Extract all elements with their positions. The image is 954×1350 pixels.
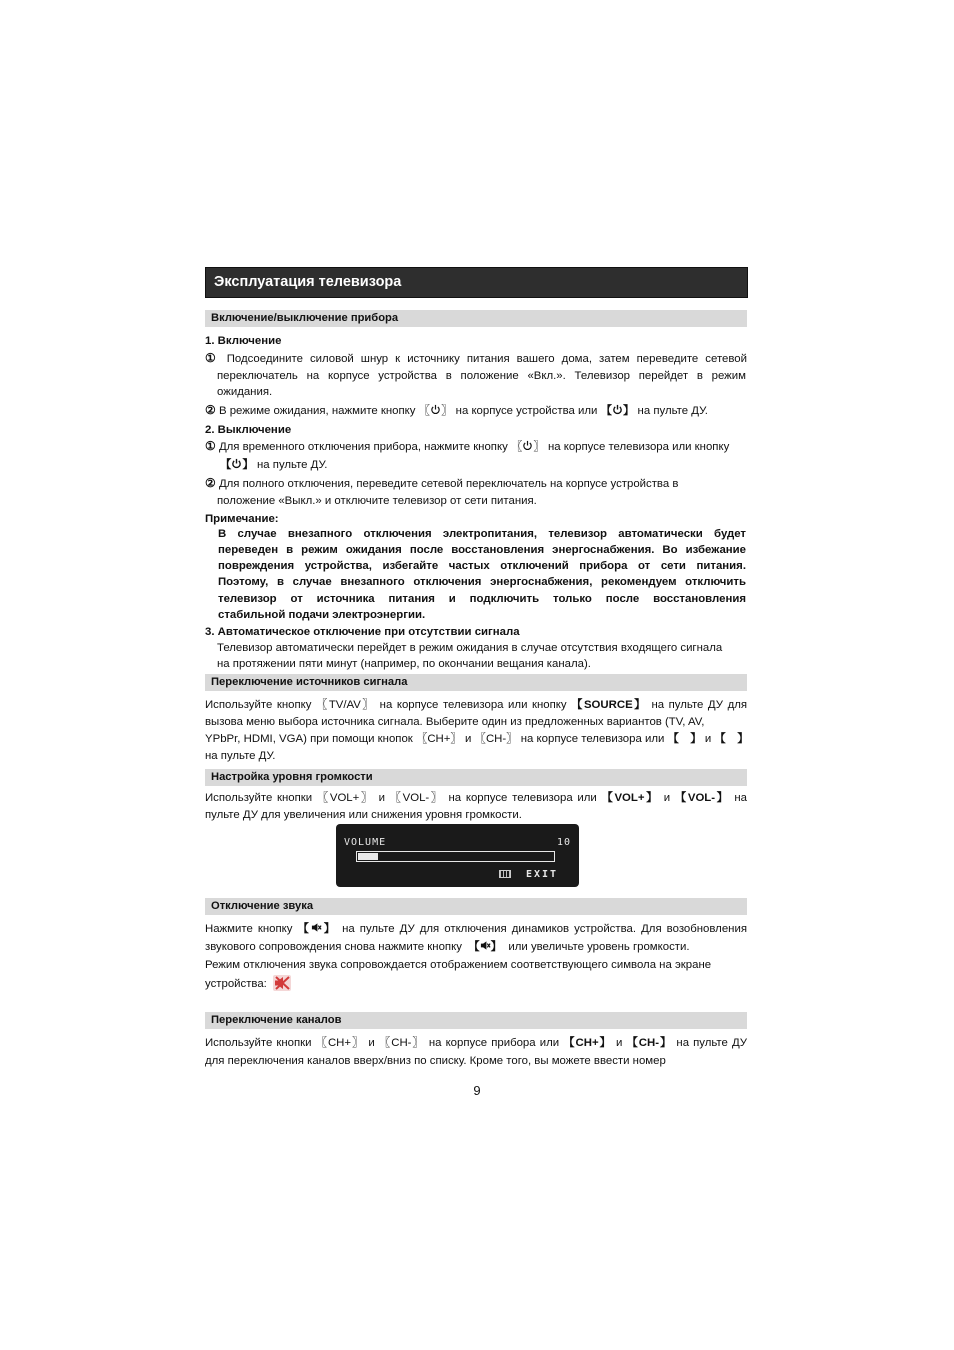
power-button-remote-icon: 【 】 (220, 459, 254, 471)
volume-osd-bar-fill (358, 853, 378, 860)
volume-osd (336, 824, 579, 887)
power-button-remote-icon: 【 】 (600, 405, 635, 417)
note-line-6: стабильной подачи электроэнергии. (218, 609, 426, 621)
mute-line-4: устройства: (205, 975, 747, 991)
section-header-volume: Настройка уровня громкости (205, 769, 747, 786)
note-line-3: повреждения устройства, избегайте частых отключений прибора от сети питания. (218, 560, 746, 572)
volume-osd-bar (356, 851, 555, 862)
menu-key-icon (499, 870, 511, 878)
volume-line-1: Используйте кнопки 〖VOL+〗 и 〖VOL-〗 на корпусе телевизора или 【VOL+】 и 【VOL-】 на (205, 792, 747, 804)
channels-line-2: для переключения каналов вверх/вниз по списку. Кроме того, вы можете ввести номер (205, 1055, 666, 1067)
power-off-step-1-line-1: ① Для временного отключения прибора, нажмите кнопку 〖 〗 на корпусе телевизора или кнопку (205, 439, 730, 453)
circled-two-icon: ② (205, 476, 216, 490)
volume-line-2: пульте ДУ для увеличения или снижения уровня громкости. (205, 809, 522, 821)
volume-osd-exit: EXIT (526, 869, 559, 880)
note-line-5: телевизор от источника питания и подключить только после восстановления (218, 593, 746, 605)
mute-button-icon: 【 】 (297, 923, 338, 935)
power-off-step-2-line-2: положение «Выкл.» и отключите телевизор от сети питания. (217, 495, 537, 507)
source-line-3: YPbPr, HDMI, VGA) при помощи кнопок 〖CH+〗 и 〖CH-〗 на корпусе телевизора или 【 】 и 【 】 (205, 733, 749, 745)
note-line-4: Поэтому, в случае внезапного отключения энергоснабжения, рекомендуем отключить (218, 576, 746, 588)
power-on-step-1-line-3: ожидания. (217, 386, 273, 398)
volume-osd-label: VOLUME (344, 837, 387, 848)
circled-one-icon: ① (205, 439, 216, 453)
circled-one-icon: ① (205, 351, 220, 365)
mute-button-icon: 【 】 (468, 941, 503, 953)
volume-osd-value: 10 (556, 837, 571, 848)
auto-off-line-2: на протяжении пяти минут (например, по окончании вещания канала). (217, 658, 591, 670)
heading-auto-off: 3. Автоматическое отключение при отсутствии сигнала (205, 626, 520, 638)
power-button-bracket-icon: 〖 〗 (510, 441, 545, 453)
page-title: Эксплуатация телевизора (205, 267, 748, 298)
power-on-step-1-line-1: ① Подсоедините силовой шнур к источнику питания вашего дома, затем переведите сетевой (205, 351, 747, 365)
channels-line-1: Используйте кнопки 〖CH+〗 и 〖CH-〗 на корпусе прибора или 【CH+】 и 【CH-】 на пульте ДУ (205, 1037, 748, 1049)
note-heading: Примечание: (205, 513, 279, 525)
note-line-2: переведен в режим ожидания после восстановления энергоснабжения. Во избежание (218, 544, 746, 556)
source-line-1: Используйте кнопку 〖TV/AV〗 на корпусе телевизора или кнопку 【SOURCE】 на пульте ДУ для (205, 699, 748, 711)
power-on-step-2: ② В режиме ожидания, нажмите кнопку 〖 〗 на корпусе устройства или 【 】 на пульте ДУ. (205, 403, 708, 417)
power-button-bracket-icon: 〖 〗 (418, 405, 453, 417)
heading-power-on: 1. Включение (205, 335, 282, 347)
page-number: 9 (473, 1083, 481, 1098)
power-on-step-1-line-2: переключатель на корпусе устройства в положение «Вкл.». Телевизор перейдет в режим (217, 370, 746, 382)
heading-power-off: 2. Выключение (205, 424, 292, 436)
section-header-power: Включение/выключение прибора (205, 310, 747, 327)
note-line-1: В случае внезапного отключения электропитания, телевизор автоматически будет (218, 528, 746, 540)
section-header-mute: Отключение звука (205, 898, 747, 915)
mute-line-1: Нажмите кнопку 【 】 на пульте ДУ для отключения динамиков устройства. Для возобновления (205, 923, 747, 935)
mute-symbol-icon (273, 975, 291, 991)
section-header-source: Переключение источников сигнала (205, 674, 747, 691)
power-off-step-2-line-1: ② Для полного отключения, переведите сетевой переключатель на корпусе устройства в (205, 476, 679, 490)
auto-off-line-1: Телевизор автоматически перейдет в режим ожидания в случае отсутствия входящего сигнала (217, 642, 723, 654)
circled-two-icon: ② (205, 403, 216, 417)
source-line-2: вызова меню выбора источника сигнала. Выберите один из предложенных вариантов (TV, AV, (205, 716, 705, 728)
mute-line-2: звукового сопровождения снова нажмите кнопку 【 】 или увеличьте уровень громкости. (205, 941, 690, 953)
section-header-channels: Переключение каналов (205, 1012, 747, 1029)
source-line-4: на пульте ДУ. (205, 750, 276, 762)
power-off-step-1-line-2: 【 】 на пульте ДУ. (220, 459, 328, 471)
mute-line-3: Режим отключения звука сопровождается отображением соответствующего символа на экране (205, 959, 712, 971)
